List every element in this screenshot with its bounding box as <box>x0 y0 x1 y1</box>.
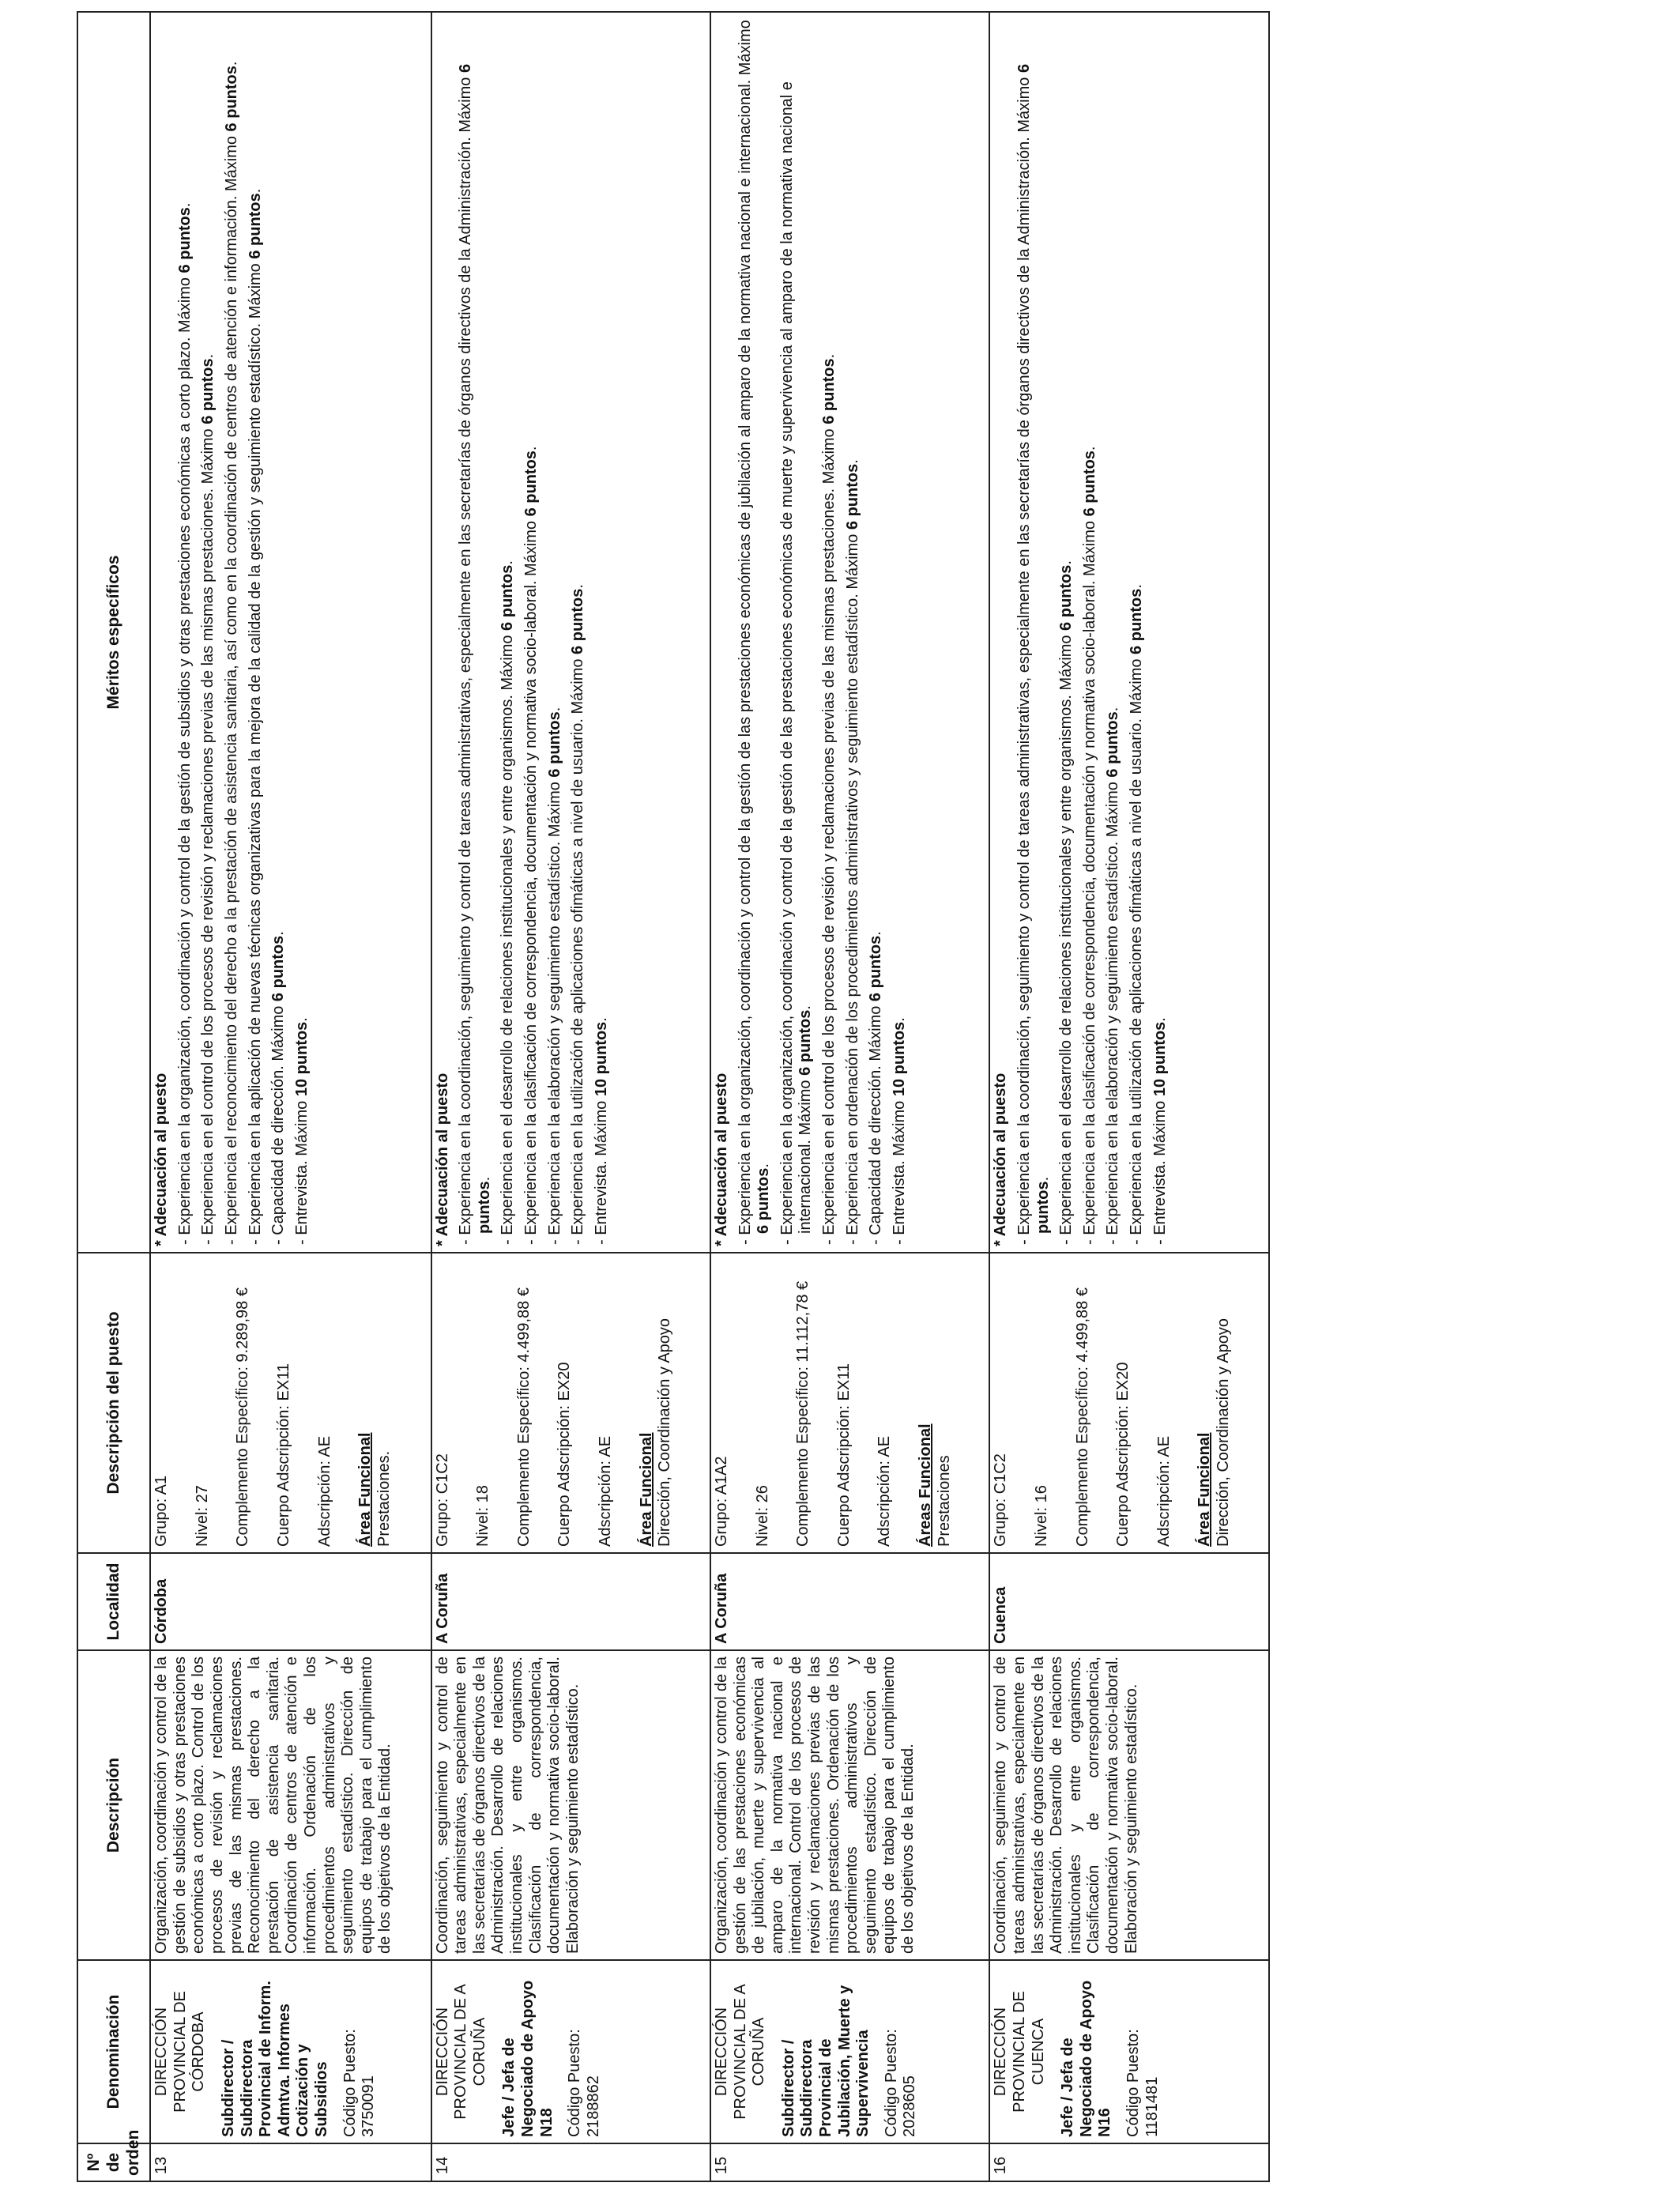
merit-item: - Experiencia en el desarrollo de relaciones institucionales y entre organismos. Máximo 6 puntos. <box>499 560 517 1245</box>
level-value: Nivel: 16 <box>1033 1485 1051 1547</box>
functional-area-value: Dirección, Coordinación y Apoyo <box>1215 1318 1233 1547</box>
merit-item: - Experiencia en la organización, coordinación y control de la gestión de las prestaciones económicas de jubilación al amparo de la normativa nacional e internacional. Máximo 6 puntos. <box>736 20 773 1245</box>
position-details-cell <box>710 1253 989 1553</box>
position-title: Subdirector / Subdirectora Provincial de Jubilación, Muerte y Supervivencia <box>779 1985 872 2137</box>
position-code: Código Puesto: 2188862 <box>566 2029 602 2137</box>
order-number: 13 <box>150 2143 431 2181</box>
merit-item: - Experiencia en el control de los procesos de revisión y reclamaciones previas de las mismas prestaciones. Máximo 6 puntos. <box>199 353 217 1245</box>
functional-area-label: Áreas Funcional <box>916 1423 934 1547</box>
merit-item: - Experiencia en la elaboración y seguimiento estadístico. Máximo 6 puntos. <box>545 707 563 1245</box>
job-positions-table <box>77 11 1270 2182</box>
merit-item: - Entrevista. Máximo 10 puntos. <box>292 1017 311 1245</box>
position-details-cell <box>431 1253 710 1553</box>
level-value: Nivel: 18 <box>474 1485 492 1547</box>
specific-complement: Complemento Específico: 4.499,88 € <box>514 1287 533 1547</box>
description-cell <box>710 1650 989 1960</box>
merit-item: - Entrevista. Máximo 10 puntos. <box>890 1017 908 1245</box>
merits-cell <box>710 12 989 1253</box>
position-title: Subdirector / Subdirectora Provincial de Inform. Admtva. Informes Cotización y Subsidios <box>220 1981 331 2137</box>
merit-item: - Experiencia en ordenación de los procedimientos administrativos y seguimiento estadístico. Máximo 6 puntos. <box>843 459 861 1245</box>
merit-item: - Entrevista. Máximo 10 puntos. <box>592 1017 610 1245</box>
description-text: Coordinación, seguimiento y control de tareas administrativas, especialmente en las secretarías de órganos directivos de la Administración. Desarrollo de relaciones institucionales y entre organismos. Clasificación de correspondencia, documentación y normativa socio-laboral. Elaboración y seguimiento estadístico. <box>992 1657 1140 1954</box>
functional-area-label: Área Funcional <box>637 1432 655 1547</box>
description-text: Organización, coordinación y control de la gestión de subsidios y otras prestaciones económicas a corto plazo. Control de los procesos de revisión y reclamaciones previas de las mismas prestaciones. Reconocimiento del derecho a la prestación de asistencia sanitaria. Coordinación de centros de atención e información. Ordenación de los procedimientos administrativos y seguimiento estadístico. Dirección de equipos de trabajo para el cumplimiento de los objetivos de la Entidad. <box>153 1657 394 1954</box>
table-header-row <box>77 12 150 2181</box>
group-value: Grupo: C1C2 <box>992 1453 1010 1547</box>
merits-heading: * Adecuación al puesto <box>992 1072 1010 1246</box>
merit-item: - Capacidad de dirección. Máximo 6 puntos. <box>867 931 885 1245</box>
merit-item: - Experiencia en la organización, coordinación y control de la gestión de subsidios y otras prestaciones económicas a corto plazo. Máximo 6 puntos. <box>175 202 194 1245</box>
location-cell: Córdoba <box>150 1553 431 1650</box>
merits-heading: * Adecuación al puesto <box>713 1072 731 1246</box>
department-name: DIRECCIÓN PROVINCIAL DE A CORUÑA <box>713 1984 768 2120</box>
group-value: Grupo: A1 <box>153 1475 171 1547</box>
merit-item: - Capacidad de dirección. Máximo 6 puntos. <box>269 931 288 1245</box>
functional-area-label: Área Funcional <box>1196 1432 1214 1547</box>
department-name: DIRECCIÓN PROVINCIAL DE A CORUÑA <box>433 1984 488 2120</box>
location-cell: A Coruña <box>710 1553 989 1650</box>
header-orden: Nº de orden <box>77 2143 150 2181</box>
body-assignment: Cuerpo Adscripción: EX11 <box>834 1363 853 1547</box>
merit-item: - Experiencia en el control de los procesos de revisión y reclamaciones previas de las mismas prestaciones. Máximo 6 puntos. <box>819 353 838 1245</box>
merit-item: - Experiencia en la clasificación de correspondencia, documentación y normativa socio-laboral. Máximo 6 puntos. <box>1080 446 1098 1245</box>
assignment-value: Adscripción: AE <box>596 1435 614 1547</box>
position-code: Código Puesto: 1181481 <box>1124 2029 1161 2137</box>
header-descripcion-puesto: Descripción del puesto <box>77 1253 150 1553</box>
merit-item: - Experiencia en la utilización de aplicaciones ofimáticas a nivel de usuario. Máximo 6 puntos. <box>1128 584 1146 1245</box>
merit-item: - Experiencia en la organización, coordinación y control de la gestión de las prestaciones económicas de muerte y supervivencia al amparo de la normativa nacional e internacional. Máximo 6 puntos. <box>778 81 815 1245</box>
denomination-cell <box>150 1960 431 2143</box>
position-title: Jefe / Jefa de Negociado de Apoyo N16 <box>1059 1980 1114 2137</box>
body-assignment: Cuerpo Adscripción: EX20 <box>556 1362 574 1547</box>
merit-item: - Experiencia en la coordinación, seguimiento y control de tareas administrativas, especialmente en las secretarías de órganos directivos de la Administración. Máximo 6 puntos. <box>1015 63 1052 1245</box>
description-cell <box>150 1650 431 1960</box>
level-value: Nivel: 27 <box>193 1485 211 1547</box>
assignment-value: Adscripción: AE <box>876 1435 894 1547</box>
merits-cell <box>150 12 431 1253</box>
denomination-cell <box>710 1960 989 2143</box>
position-code: Código Puesto: 2028605 <box>882 2029 919 2137</box>
location-cell: Cuenca <box>989 1553 1269 1650</box>
position-title: Jefe / Jefa de Negociado de Apoyo N18 <box>500 1980 556 2137</box>
merits-heading: * Adecuación al puesto <box>433 1072 451 1246</box>
level-value: Nivel: 26 <box>753 1485 771 1547</box>
assignment-value: Adscripción: AE <box>315 1435 333 1547</box>
functional-area-value: Dirección, Coordinación y Apoyo <box>656 1318 674 1547</box>
merits-cell <box>431 12 710 1253</box>
merit-item: - Experiencia en el desarrollo de relaciones institucionales y entre organismos. Máximo 6 puntos. <box>1057 560 1075 1245</box>
merits-cell <box>989 12 1269 1253</box>
header-localidad: Localidad <box>77 1553 150 1650</box>
denomination-cell <box>989 1960 1269 2143</box>
table-row <box>431 12 710 2181</box>
assignment-value: Adscripción: AE <box>1155 1435 1173 1547</box>
specific-complement: Complemento Específico: 9.289,98 € <box>234 1287 252 1547</box>
position-details-cell <box>150 1253 431 1553</box>
table-row <box>710 12 989 2181</box>
group-value: Grupo: A1A2 <box>713 1456 731 1547</box>
merit-item: - Experiencia en la aplicación de nuevas técnicas organizativas para la mejora de la calidad de la gestión y seguimiento estadístico. Máximo 6 puntos. <box>246 188 264 1245</box>
order-number: 16 <box>989 2143 1269 2181</box>
rotated-table-page <box>77 13 1270 2182</box>
merit-item: - Experiencia en la utilización de aplicaciones ofimáticas a nivel de usuario. Máximo 6 puntos. <box>569 584 587 1245</box>
position-code: Código Puesto: 3750091 <box>341 2029 378 2137</box>
table-row <box>150 12 431 2181</box>
merit-item: - Experiencia en la elaboración y seguimiento estadístico. Máximo 6 puntos. <box>1104 707 1122 1245</box>
header-descripcion: Descripción <box>77 1650 150 1960</box>
functional-area-value: Prestaciones. <box>375 1450 393 1547</box>
group-value: Grupo: C1C2 <box>433 1453 451 1547</box>
department-name: DIRECCIÓN PROVINCIAL DE CÓRDOBA <box>153 1991 208 2113</box>
merits-heading: * Adecuación al puesto <box>153 1072 171 1246</box>
description-cell <box>989 1650 1269 1960</box>
merit-item: - Experiencia en la coordinación, seguimiento y control de tareas administrativas, especialmente en las secretarías de órganos directivos de la Administración. Máximo 6 puntos. <box>457 63 493 1245</box>
body-assignment: Cuerpo Adscripción: EX11 <box>275 1363 293 1547</box>
header-denominacion: Denominación <box>77 1960 150 2143</box>
merit-item: - Experiencia en la clasificación de correspondencia, documentación y normativa socio-laboral. Máximo 6 puntos. <box>522 446 540 1245</box>
order-number: 15 <box>710 2143 989 2181</box>
description-text: Organización, coordinación y control de la gestión de las prestaciones económicas de jubilación, muerte y supervivencia al amparo de la normativa nacional e internacional. Control de los procesos de revisión y reclamaciones previas de las mismas prestaciones. Ordenación de los procedimientos administrativos y seguimiento estadístico. Dirección de equipos de trabajo para el cumplimiento de los objetivos de la Entidad. <box>713 1657 917 1954</box>
position-details-cell <box>989 1253 1269 1553</box>
order-number: 14 <box>431 2143 710 2181</box>
body-assignment: Cuerpo Adscripción: EX20 <box>1114 1362 1132 1547</box>
specific-complement: Complemento Específico: 11.112,78 € <box>794 1280 812 1547</box>
functional-area-value: Prestaciones <box>935 1455 953 1547</box>
department-name: DIRECCIÓN PROVINCIAL DE CUENCA <box>992 1991 1047 2113</box>
description-cell <box>431 1650 710 1960</box>
merit-item: - Experiencia el reconocimiento del derecho a la prestación de asistencia sanitaria, así como en la coordinación de centros de atención e información. Máximo 6 puntos. <box>223 61 241 1245</box>
functional-area-label: Área Funcional <box>356 1432 375 1547</box>
table-row <box>989 12 1269 2181</box>
merit-item: - Entrevista. Máximo 10 puntos. <box>1151 1017 1169 1245</box>
header-meritos: Méritos específicos <box>77 12 150 1253</box>
specific-complement: Complemento Específico: 4.499,88 € <box>1073 1287 1091 1547</box>
denomination-cell <box>431 1960 710 2143</box>
location-cell: A Coruña <box>431 1553 710 1650</box>
description-text: Coordinación, seguimiento y control de tareas administrativas, especialmente en las secretarías de órganos directivos de la Administración. Desarrollo de relaciones institucionales y entre organismos. Clasificación de correspondencia, documentación y normativa socio-laboral. Elaboración y seguimiento estadístico. <box>433 1657 582 1954</box>
